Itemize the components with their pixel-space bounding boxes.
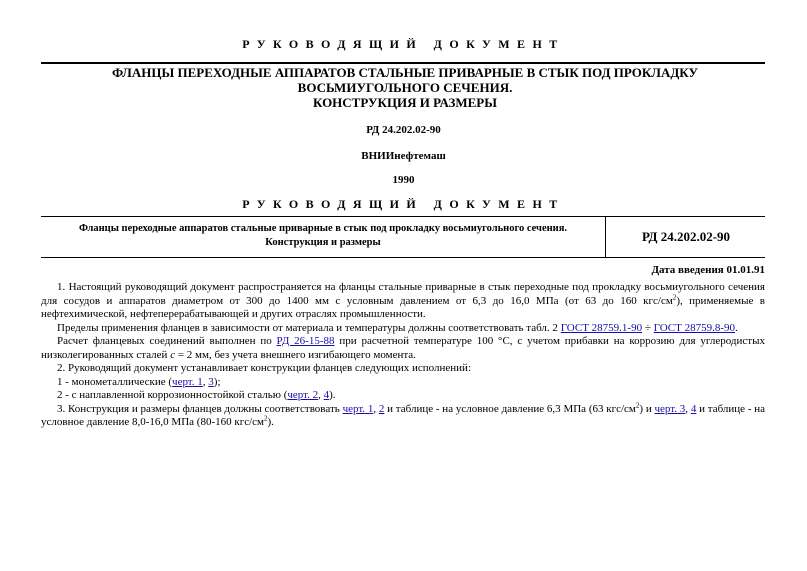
document-type-header-second: РУКОВОДЯЩИЙ ДОКУМЕНТ bbox=[242, 197, 565, 211]
text: ), применяемые в нефтехимической, нефтеперерабатывающей и других отраслях промышленности. bbox=[41, 294, 765, 320]
year: 1990 bbox=[392, 174, 415, 186]
variable: с bbox=[170, 348, 176, 361]
text: 2 - с наплавленной коррозионностойкой сталью ( bbox=[57, 389, 288, 401]
superscript: 2 bbox=[264, 414, 268, 423]
text: . bbox=[735, 321, 738, 334]
link-drawing-3[interactable]: 3 bbox=[208, 375, 214, 388]
title-line-1: ФЛАНЦЫ ПЕРЕХОДНЫЕ АППАРАТОВ СТАЛЬНЫЕ ПРИВАРНЫЕ В СТЫК ПОД ПРОКЛАДКУ bbox=[111, 65, 698, 80]
link-drawing-3[interactable]: черт. 3 bbox=[654, 402, 686, 415]
header-divider bbox=[41, 62, 765, 64]
document-type-header: РУКОВОДЯЩИЙ ДОКУМЕНТ bbox=[242, 37, 565, 51]
title-line-3: КОНСТРУКЦИЯ И РАЗМЕРЫ bbox=[312, 95, 498, 110]
text: и таблице - на условное давление 8,0-16,0 МПа (80-160 кгс/см bbox=[41, 402, 766, 428]
link-drawing-1[interactable]: черт. 1 bbox=[342, 402, 374, 415]
paragraph-4: 2. Руководящий документ устанавливает конструкции фланцев следующих исполнений: bbox=[57, 362, 471, 374]
text: 1. Настоящий руководящий документ распространяется на фланцы стальные приварные в стык переходные под прокладку восьмиугольного сечения для сосудов и аппаратов диаметром от 300 до 1400 мм с условным давлением от 6,3 до 16,0 МПа (от 63 до 160 кгс/см bbox=[41, 281, 765, 307]
paragraph-6 bbox=[41, 389, 765, 403]
superscript: 2 bbox=[635, 400, 640, 409]
text: , bbox=[373, 402, 379, 415]
text: , bbox=[202, 375, 209, 388]
paragraph-3 bbox=[41, 335, 765, 362]
paragraph-7 bbox=[41, 400, 766, 430]
link-drawing-4[interactable]: 4 bbox=[690, 402, 697, 415]
link-gost-28759-1[interactable]: ГОСТ 28759.1-90 bbox=[560, 321, 643, 334]
text: 3. Конструкция и размеры фланцев должны соответствовать bbox=[57, 402, 343, 415]
text: , bbox=[685, 402, 691, 415]
title-block-name-line-1: Фланцы переходные аппаратов стальные приварные в стык под прокладку восьмиугольного сечения. bbox=[78, 223, 568, 234]
title-line-2: ВОСЬМИУГОЛЬНОГО СЕЧЕНИЯ. bbox=[297, 80, 513, 95]
text: Пределы применения фланцев в зависимости от материала и температуры должны соответствовать табл. 2 bbox=[57, 321, 561, 334]
text: ) и bbox=[639, 402, 655, 415]
title-block-table bbox=[41, 216, 765, 258]
link-gost-28759-8[interactable]: ГОСТ 28759.8-90 bbox=[653, 321, 736, 334]
title-block-name bbox=[41, 217, 606, 257]
document-title bbox=[60, 65, 750, 110]
document-body bbox=[41, 281, 765, 430]
text: ÷ bbox=[642, 321, 654, 334]
document-code: РД 24.202.02-90 bbox=[366, 124, 441, 136]
text: , bbox=[318, 389, 324, 401]
superscript: 2 bbox=[672, 292, 677, 301]
paragraph-1 bbox=[41, 281, 765, 322]
text: 1 - монометаллические ( bbox=[57, 375, 173, 388]
link-drawing-1[interactable]: черт. 1 bbox=[172, 375, 203, 388]
link-rd-26-15-88[interactable]: РД 26-15-88 bbox=[276, 335, 335, 347]
text: ). bbox=[267, 416, 274, 428]
text: при расчетной температуре 100 °С, с учетом прибавки на коррозию для углеродистых низколегированных сталей bbox=[41, 335, 765, 361]
link-drawing-2[interactable]: черт. 2 bbox=[287, 389, 319, 401]
text: ). bbox=[329, 389, 336, 401]
paragraph-2 bbox=[41, 322, 765, 336]
text: и таблице - на условное давление 6,3 МПа (63 кгс/см bbox=[384, 402, 636, 415]
link-drawing-2[interactable]: 2 bbox=[378, 402, 385, 415]
title-block-code: РД 24.202.02-90 bbox=[641, 229, 731, 244]
link-drawing-4[interactable]: 4 bbox=[323, 389, 330, 401]
title-block-name-line-2: Конструкция и размеры bbox=[265, 237, 381, 248]
paragraph-5 bbox=[41, 376, 765, 390]
text: = 2 мм, без учета внешнего изгибающего момента. bbox=[175, 348, 416, 361]
text: Расчет фланцевых соединений выполнен по bbox=[57, 335, 277, 347]
text: ); bbox=[213, 375, 221, 388]
organization: ВНИИнефтемаш bbox=[361, 150, 446, 162]
introduction-date: Дата введения 01.01.91 bbox=[651, 264, 765, 276]
